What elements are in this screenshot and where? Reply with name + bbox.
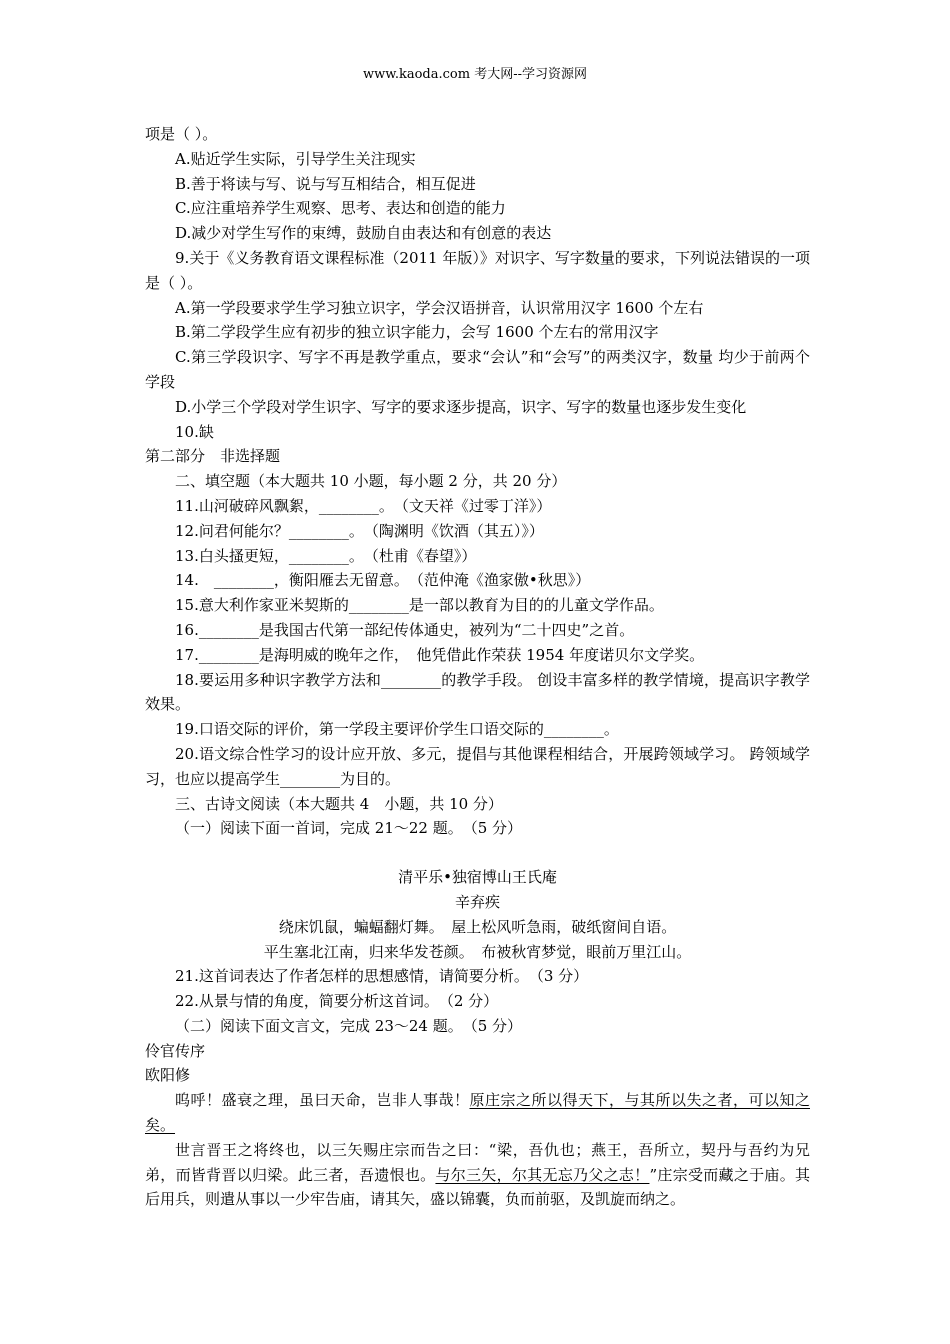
essay-author: 欧阳修 — [145, 1066, 191, 1085]
essay-p2-text-b: ”庄宗受而藏之于庙。其后用兵，则遣从事以一少牢告庙，请其矢，盛以锦囊，负而前驱，及凯旋而纳之。 — [145, 1165, 810, 1209]
q9-option-a: A.第一学段要求学生学习独立识字，学会汉语拼音，认识常用汉字 1600 个左右 — [175, 298, 704, 317]
essay-p1-underlined-sentence: 原庄宗之所以得天下，与其所以失之者，可以知之矣。 — [145, 1091, 810, 1135]
q19-item: 19.口语交际的评价，第一学段主要评价学生口语交际的________。 — [175, 720, 619, 739]
q9-option-b: B.第二学段学生应有初步的独立识字能力，会写 1600 个左右的常用汉字 — [175, 323, 659, 342]
q12-item: 12.问君何能尔？________。 （陶渊明《饮酒（其五）》） — [175, 521, 544, 540]
q8-stem-tail: 项是（ ）。 — [145, 125, 218, 143]
q8-option-a: A.贴近学生实际，引导学生关注现实 — [175, 149, 416, 168]
q22-item: 22.从景与情的角度，简要分析这首词。 （2 分） — [175, 992, 499, 1011]
q9-option-c: C.第三学段识字、写字不再是教学重点，要求“会认”和“会写”的两类汉字，数量 均少于前两个学段 — [145, 348, 810, 391]
q9-option-d: D.小学三个学段对学生识字、写字的要求逐步提高，识字、写字的数量也逐步发生变化 — [175, 397, 747, 416]
essay-p2-text-a: 世言晋王之将终也，以三矢赐庄宗而告之曰：“梁，吾仇也；燕王，吾所立，契丹与吾约为兄弟，而皆背晋以归梁。此三者，吾遗恨也。 — [145, 1140, 810, 1184]
essay-title: 伶官传序 — [145, 1041, 206, 1060]
q10-item: 10.缺 — [175, 422, 214, 441]
q16-item: 16.________是我国古代第一部纪传体通史，被列为“二十四史”之首。 — [175, 620, 635, 639]
poem-title: 清平乐•独宿博山王氏庵 — [398, 868, 557, 887]
poem-spacer — [145, 841, 810, 865]
q8-option-c: C.应注重培养学生观察、思考、表达和创造的能力 — [175, 199, 506, 218]
page-header: www.kaoda.com 考大网--学习资源网 — [363, 67, 587, 82]
q8-option-b: B.善于将读与写、说与写互相结合，相互促进 — [175, 174, 476, 193]
q18-item: 18.要运用多种识字教学方法和________的教学手段。 创设丰富多样的教学情境，提高识字教学效果。 — [145, 670, 810, 714]
reading-sub2-instruction: （二）阅读下面文言文，完成 23～24 题。 （5 分） — [175, 1016, 523, 1035]
poem-author: 辛弃疾 — [454, 892, 500, 911]
essay-p2-underlined-sentence: 与尔三矢，尔其无忘乃父之志！ — [435, 1165, 650, 1184]
essay-paragraph-1 — [145, 1088, 810, 1138]
q17-item: 17.________是海明威的晚年之作， 他凭借此作荣获 1954 年度诺贝尔文学奖。 — [175, 645, 705, 664]
q11-item: 11.山河破碎风飘絮，________。 （文天祥《过零丁洋》） — [175, 496, 552, 515]
q21-item: 21.这首词表达了作者怎样的思想感情，请简要分析。 （3 分） — [175, 967, 589, 986]
q20-item: 20.语文综合性学习的设计应开放、多元，提倡与其他课程相结合，开展跨领域学习。 跨领域学习，也应以提高学生________为目的。 — [145, 744, 810, 788]
part2-title: 第二部分 非选择题 — [145, 447, 281, 466]
q14-item: 14. ________，衡阳雁去无留意。 （范仲淹《渔家傲•秋思》） — [175, 571, 591, 590]
reading-heading: 三、古诗文阅读（本大题共 4 小题，共 10 分） — [175, 794, 503, 813]
essay-paragraph-2 — [145, 1138, 810, 1212]
q13-item: 13.白头搔更短，________。 （杜甫《春望》） — [175, 546, 477, 565]
q15-item: 15.意大利作家亚米契斯的________是一部以教育为目的的儿童文学作品。 — [175, 596, 664, 615]
page-content — [145, 122, 810, 1212]
q9-stem: 9.关于《义务教育语文课程标准（2011 年版）》对识字、写字数量的要求，下列说法错误的一项是（ ）。 — [145, 248, 810, 292]
poem-line-1: 绕床饥鼠，蝙蝠翻灯舞。 屋上松风听急雨，破纸窗间自语。 — [278, 917, 677, 936]
q8-option-d: D.减少对学生写作的束缚，鼓励自由表达和有创意的表达 — [175, 224, 552, 243]
reading-sub1-instruction: （一）阅读下面一首词，完成 21～22 题。 （5 分） — [175, 819, 523, 838]
essay-p1-text: 呜呼！盛衰之理，虽曰天命，岂非人事哉！ — [175, 1091, 470, 1110]
fill-blank-heading: 二、填空题（本大题共 10 小题，每小题 2 分，共 20 分） — [175, 472, 567, 491]
poem-line-2: 平生塞北江南，归来华发苍颜。 布被秋宵梦觉，眼前万里江山。 — [263, 942, 692, 961]
